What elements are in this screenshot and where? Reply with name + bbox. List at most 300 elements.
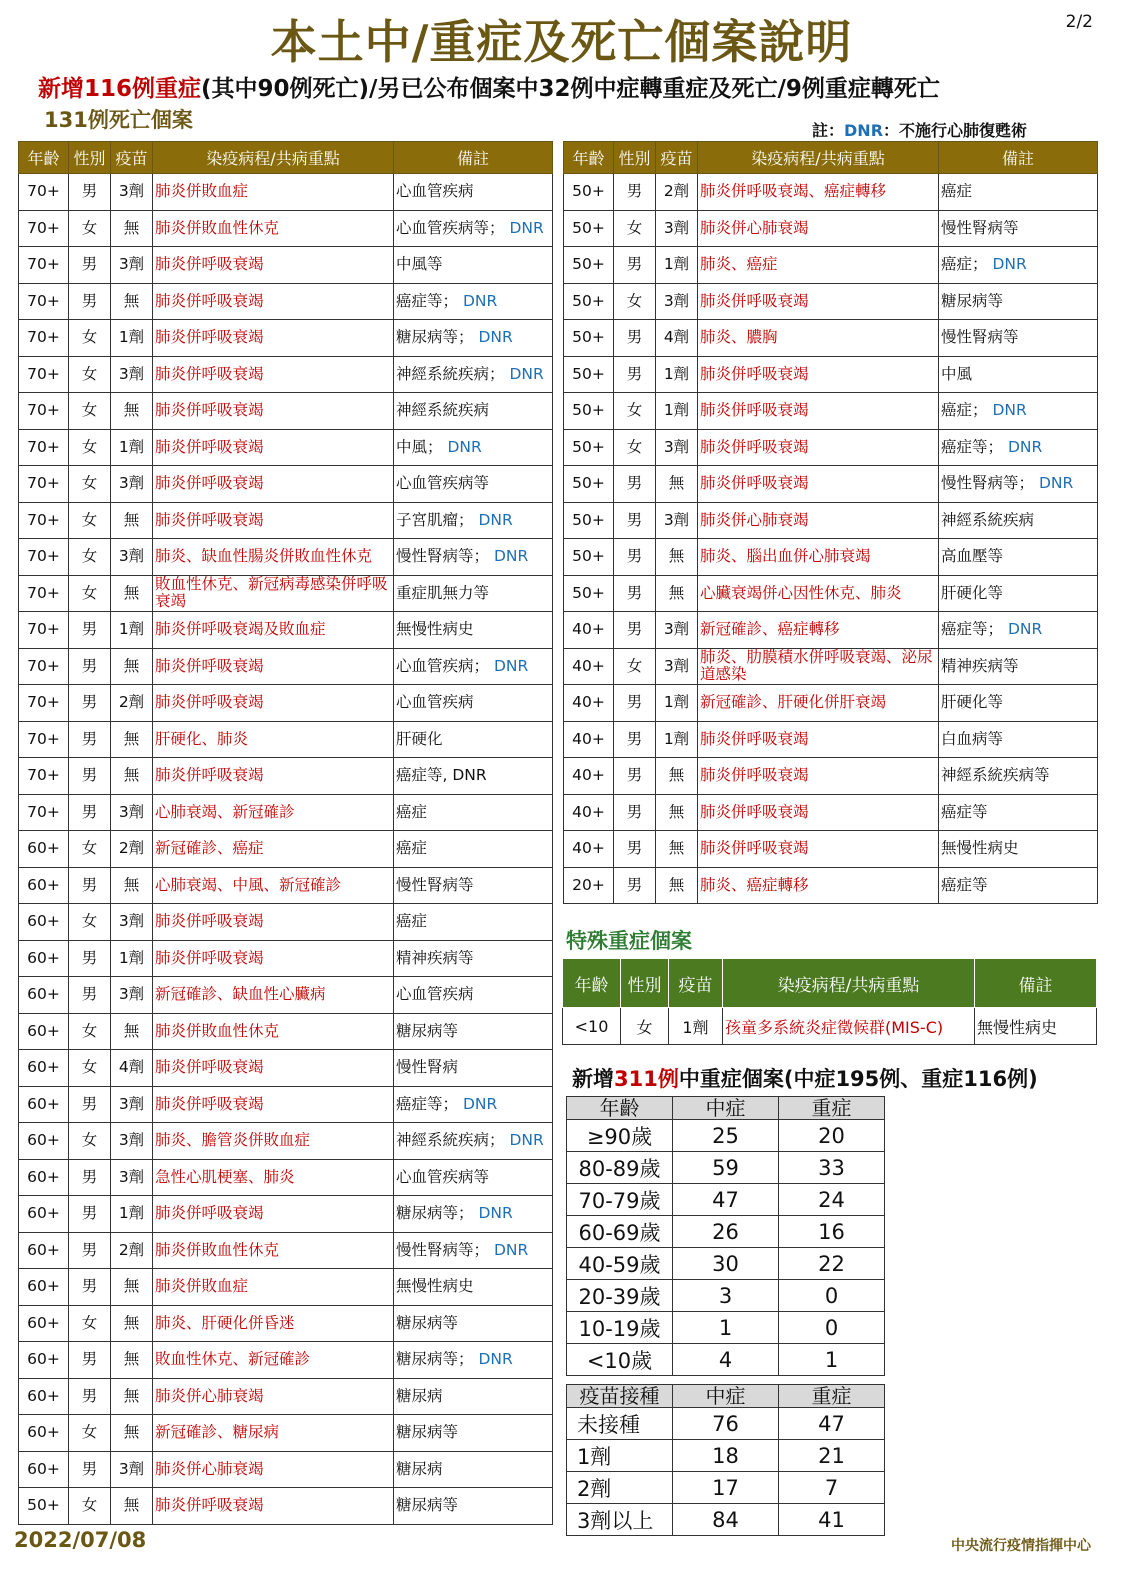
table-row [19,575,553,612]
remark-text: 糖尿病等 [396,1496,459,1515]
cell-remarks [394,1378,553,1415]
cell-course: 肺炎併心肺衰竭 [698,502,939,539]
organization: 中央流行疫情指揮中心 [951,1538,1091,1554]
table-row [19,904,553,941]
cell-sex: 女 [69,539,111,576]
cell-sex: 女 [69,1415,111,1452]
table-row [564,466,1098,503]
remark-text: 中風； [396,437,443,456]
table-row [564,612,1098,649]
cell-sex: 男 [69,977,111,1014]
cell-age: 70+ [19,502,69,539]
cell-course: 肺炎、肋膜積水併呼吸衰竭、泌尿道感染 [698,648,939,685]
cell-course: 肺炎併呼吸衰竭 [698,393,939,430]
cell-sex: 男 [614,721,656,758]
cell-sex: 女 [69,1050,111,1087]
remark-text: 慢性腎病 [396,1058,459,1077]
table-row [19,867,553,904]
table-row [19,1488,553,1525]
cell-remarks [939,648,1098,685]
dnr-badge: DNR [493,656,529,675]
table-row [19,429,553,466]
col-remarks: 備註 [394,142,553,174]
table-row [564,685,1098,722]
cell-sex: 男 [614,612,656,649]
cell-remarks [394,429,553,466]
cell-sex: 女 [69,356,111,393]
table-row [567,1472,885,1504]
dnr-badge: DNR [478,1350,513,1369]
cell-vaccine: 無 [111,1415,153,1452]
stats-title-a: 新增 [572,1067,614,1091]
cell-remarks [394,539,553,576]
cell-age: 40+ [564,685,614,722]
cell-course: 新冠確診、糖尿病 [153,1415,394,1452]
cell-vaccine: 3劑 [111,904,153,941]
stat-label: ≥90歲 [567,1120,673,1152]
remark-text: 神經系統疾病； [396,1131,505,1150]
cell-remarks [394,1488,553,1525]
cell-course: 肺炎、腦出血併心肺衰竭 [698,539,939,576]
table-row [567,1216,885,1248]
table-row [567,1120,885,1152]
cell-remarks [394,356,553,393]
cell-age: 70+ [19,721,69,758]
special-cases-table [562,958,1097,1045]
cell-vaccine: 3劑 [111,794,153,831]
cell-age: 70+ [19,429,69,466]
remark-text: 中風 [941,364,973,383]
remark-text: 重症肌無力等 [396,583,490,602]
cell-age: 70+ [19,758,69,795]
dnr-badge: DNR [1038,474,1074,493]
cell-age: 50+ [564,247,614,284]
cell-vaccine: 3劑 [111,1123,153,1160]
dnr-badge: DNR [509,364,544,383]
cell-age: 40+ [564,831,614,868]
cell-sex: 男 [69,1269,111,1306]
cell-sex: 女 [614,210,656,247]
cell-remarks [394,210,553,247]
cell-sex: 男 [614,758,656,795]
cell-sex: 男 [614,867,656,904]
remark-text: 癌症等； [396,291,459,310]
table-row [567,1248,885,1280]
stat-severe: 41 [779,1504,885,1536]
stat-label: 1劑 [567,1440,673,1472]
remark-text: 癌症等； [396,1094,459,1113]
remark-text: 神經系統疾病 [941,510,1035,529]
cell-sex: 男 [69,685,111,722]
cell-age: 70+ [19,247,69,284]
cell-vaccine: 3劑 [656,612,698,649]
cell-course: 肺炎併呼吸衰竭 [153,283,394,320]
cell-age: 60+ [19,1378,69,1415]
cell-remarks [394,867,553,904]
cell-remarks [394,283,553,320]
remark-text: 癌症等 [941,875,988,894]
stat-label: 3劑以上 [567,1504,673,1536]
stat-label: 10-19歲 [567,1312,673,1344]
table-row [564,393,1098,430]
table-row [564,721,1098,758]
report-date: 2022/07/08 [14,1528,147,1552]
cell-vaccine: 3劑 [111,247,153,284]
cell-age: 20+ [564,867,614,904]
cell-vaccine: 3劑 [111,1086,153,1123]
table-row [19,174,553,211]
cell-course: 肺炎併呼吸衰竭 [698,429,939,466]
note-label: 註： [812,121,845,140]
special-col-sex: 性別 [621,959,669,1008]
cell-vaccine: 4劑 [111,1050,153,1087]
remark-text: 肝硬化等 [941,583,1004,602]
cell-remarks [939,685,1098,722]
cell-sex: 女 [69,429,111,466]
cell-remarks [394,466,553,503]
remark-text: 子宮肌瘤； [396,510,474,529]
remark-text: 神經系統疾病； [396,364,505,383]
stat-severe: 20 [779,1120,885,1152]
col-vaccine: 疫苗 [111,142,153,174]
cell-age: 60+ [19,1269,69,1306]
table-row [19,1196,553,1233]
death-cases-table-right [563,141,1098,904]
table-row [567,1184,885,1216]
table-row [19,283,553,320]
note-text: ：不施行心肺復甦術 [883,121,1028,140]
cell-vaccine: 1劑 [656,247,698,284]
cell-vaccine: 2劑 [111,831,153,868]
cell-vaccine: 3劑 [656,210,698,247]
cell-sex: 男 [614,356,656,393]
remark-text: 癌症等, DNR [396,766,487,785]
cell-vaccine: 1劑 [111,1196,153,1233]
cell-course: 肺炎併呼吸衰竭 [698,283,939,320]
cell-course: 敗血性休克、新冠確診 [153,1342,394,1379]
severe-col: 重症 [779,1097,885,1120]
moderate-col: 中症 [673,1097,779,1120]
stats-title-b: 中重症個案(中症195例、重症116例) [678,1067,1038,1091]
cell-age: <10 [563,1008,621,1045]
table-row [564,648,1098,685]
remark-text: 心血管疾病 [396,985,474,1004]
cell-remarks [939,539,1098,576]
dnr-badge: DNR [509,1131,544,1150]
cell-age: 50+ [564,466,614,503]
cell-vaccine: 3劑 [111,539,153,576]
stat-moderate: 76 [673,1408,779,1440]
stat-severe: 7 [779,1472,885,1504]
cell-vaccine: 3劑 [111,356,153,393]
cell-course: 肺炎、缺血性腸炎併敗血性休克 [153,539,394,576]
cell-course: 肺炎併敗血性休克 [153,1232,394,1269]
table-row [19,539,553,576]
cell-course: 肺炎併呼吸衰竭 [698,831,939,868]
stat-moderate: 4 [673,1344,779,1376]
remark-text: 糖尿病等； [396,1204,474,1223]
cell-course: 肺炎併敗血性休克 [153,1013,394,1050]
stat-severe: 21 [779,1440,885,1472]
cell-course: 肺炎併呼吸衰竭 [153,904,394,941]
dnr-badge: DNR [992,255,1027,274]
cell-vaccine: 無 [111,648,153,685]
cell-course: 肺炎併呼吸衰竭 [153,320,394,357]
cell-age: 40+ [564,721,614,758]
remark-text: 無慢性病史 [396,1277,474,1296]
cell-age: 40+ [564,758,614,795]
table-row [19,1451,553,1488]
remark-text: 心血管疾病 [396,693,474,712]
remark-text: 糖尿病等； [396,1350,474,1369]
table-row [564,502,1098,539]
cell-remarks [394,1342,553,1379]
cell-course: 肺炎併心肺衰竭 [698,210,939,247]
age-col: 年齡 [567,1097,673,1120]
cell-remarks [939,466,1098,503]
cell-vaccine: 1劑 [656,393,698,430]
cell-course: 肺炎併敗血症 [153,1269,394,1306]
table-row [19,247,553,284]
col-age: 年齡 [564,142,614,174]
cell-remarks [394,320,553,357]
cell-remarks [939,612,1098,649]
cell-vaccine: 2劑 [656,174,698,211]
stat-label: 20-39歲 [567,1280,673,1312]
cell-sex: 女 [614,429,656,466]
cell-remarks [939,210,1098,247]
cell-age: 50+ [564,283,614,320]
remark-text: 精神疾病等 [941,656,1019,675]
remark-text: 癌症等 [941,802,988,821]
table-row [19,356,553,393]
death-cases-table-left [18,141,553,1525]
stat-severe: 16 [779,1216,885,1248]
remark-text: 癌症； [941,255,988,274]
cell-age: 60+ [19,1050,69,1087]
dnr-badge: DNR [478,328,513,347]
cell-age: 50+ [564,575,614,612]
remark-text: 慢性腎病等 [941,218,1019,237]
cell-age: 50+ [564,539,614,576]
stat-severe: 47 [779,1408,885,1440]
page-number: 2/2 [1065,12,1093,32]
cell-vaccine: 無 [111,721,153,758]
cell-course: 肺炎併呼吸衰竭 [153,466,394,503]
cell-age: 70+ [19,685,69,722]
cell-remarks [394,940,553,977]
cell-course: 肺炎併敗血症 [153,174,394,211]
cell-age: 70+ [19,356,69,393]
death-count: 131例死亡個案 [44,108,193,132]
table-row [564,174,1098,211]
cell-sex: 男 [69,1159,111,1196]
cell-vaccine: 1劑 [656,721,698,758]
cell-vaccine: 3劑 [656,648,698,685]
cell-sex: 女 [69,1305,111,1342]
remark-text: 慢性腎病等； [396,547,490,566]
cell-remarks [394,612,553,649]
cell-remarks [939,575,1098,612]
cell-sex: 男 [69,794,111,831]
remark-text: 癌症 [941,182,973,201]
cell-vaccine: 2劑 [111,1232,153,1269]
cell-remarks [939,867,1098,904]
remark-text: 癌症 [396,912,428,931]
cell-vaccine: 無 [111,283,153,320]
cell-age: 70+ [19,320,69,357]
table-row [19,1013,553,1050]
remark-text: 糖尿病等 [396,1313,459,1332]
cell-vaccine: 無 [656,758,698,795]
remark-text: 心血管疾病等； [396,218,505,237]
remark-text: 無慢性病史 [941,839,1019,858]
cell-sex: 女 [69,831,111,868]
cell-remarks [939,502,1098,539]
cell-age: 60+ [19,1086,69,1123]
cell-course: 肺炎併呼吸衰竭 [153,502,394,539]
cell-sex: 男 [69,1451,111,1488]
table-row [19,320,553,357]
cell-course: 肺炎併呼吸衰竭及敗血症 [153,612,394,649]
cell-age: 60+ [19,1159,69,1196]
remark-text: 心血管疾病 [396,182,474,201]
table-row [19,1232,553,1269]
table-row [19,1050,553,1087]
stat-severe: 33 [779,1152,885,1184]
cell-remarks [394,648,553,685]
stat-label: 2劑 [567,1472,673,1504]
remark-text: 慢性腎病等 [941,328,1019,347]
cell-sex: 女 [69,320,111,357]
table-row [564,794,1098,831]
cell-course: 肺炎併呼吸衰竭 [698,721,939,758]
cell-age: 60+ [19,1342,69,1379]
cell-course: 新冠確診、肝硬化併肝衰竭 [698,685,939,722]
cell-age: 70+ [19,283,69,320]
table-row [564,758,1098,795]
special-col-course: 染疫病程/共病重點 [723,959,975,1008]
cell-age: 50+ [19,1488,69,1525]
cell-course: 肺炎併呼吸衰竭 [153,1488,394,1525]
cell-vaccine: 1劑 [111,429,153,466]
dnr-badge: DNR [478,1204,513,1223]
cell-course: 心肺衰竭、中風、新冠確診 [153,867,394,904]
cell-sex: 男 [69,283,111,320]
special-col-age: 年齡 [563,959,621,1008]
col-sex: 性別 [69,142,111,174]
stat-moderate: 25 [673,1120,779,1152]
remark-text: 糖尿病等； [396,328,474,347]
remark-text: 糖尿病等 [396,1423,459,1442]
table-row [19,393,553,430]
cell-vaccine: 3劑 [111,466,153,503]
cell-age: 50+ [564,210,614,247]
vaccine-stats-table [566,1384,885,1536]
cell-vaccine: 無 [656,466,698,503]
remark-text: 高血壓等 [941,547,1004,566]
col-course: 染疫病程/共病重點 [698,142,939,174]
cell-vaccine: 無 [656,575,698,612]
vaccine-col: 疫苗接種 [567,1385,673,1408]
cell-sex: 男 [69,758,111,795]
stat-label: <10歲 [567,1344,673,1376]
cell-vaccine: 無 [111,502,153,539]
remark-text: 糖尿病 [396,1459,443,1478]
table-row [564,356,1098,393]
cell-age: 70+ [19,648,69,685]
cell-age: 60+ [19,1123,69,1160]
remark-text: 癌症 [396,802,428,821]
remark-text: 慢性腎病等； [396,1240,490,1259]
cell-remarks [939,429,1098,466]
cell-remarks [939,320,1098,357]
cell-remarks [394,831,553,868]
cell-course: 肺炎併呼吸衰竭 [153,648,394,685]
cell-remarks [939,393,1098,430]
subtitle-highlight: 新增116例重症 [38,76,202,102]
table-row [564,831,1098,868]
cell-sex: 男 [614,466,656,503]
cell-age: 60+ [19,1013,69,1050]
cell-remarks [394,247,553,284]
cell-age: 70+ [19,539,69,576]
cell-vaccine: 3劑 [656,502,698,539]
cell-vaccine: 無 [111,1269,153,1306]
cell-remarks [939,356,1098,393]
cell-course: 新冠確診、癌症轉移 [698,612,939,649]
cell-age: 70+ [19,174,69,211]
cell-vaccine: 無 [111,393,153,430]
cell-course: 肺炎併呼吸衰竭 [153,685,394,722]
col-remarks: 備註 [939,142,1098,174]
cell-remarks [939,721,1098,758]
table-row [19,1305,553,1342]
col-vaccine: 疫苗 [656,142,698,174]
dnr-badge: DNR [1007,620,1043,639]
cell-course: 肺炎併呼吸衰竭 [698,758,939,795]
cell-vaccine: 1劑 [656,685,698,722]
cell-sex: 女 [69,1488,111,1525]
cell-age: 70+ [19,393,69,430]
cell-vaccine: 無 [111,575,153,612]
cell-age: 50+ [564,320,614,357]
cell-vaccine: 無 [656,831,698,868]
note-dnr: DNR [844,121,884,140]
table-row [564,429,1098,466]
cell-vaccine: 無 [111,1342,153,1379]
cell-course: 肺炎、癌症 [698,247,939,284]
cell-age: 70+ [19,466,69,503]
table-row [567,1344,885,1376]
cell-vaccine: 無 [111,1378,153,1415]
subtitle-rest: (其中90例死亡)/另已公布個案中32例中症轉重症及死亡/9例重症轉死亡 [201,76,940,102]
remark-text: 癌症； [941,401,988,420]
table-row [564,575,1098,612]
remark-text: 心血管疾病等 [396,474,490,493]
cell-remarks [939,758,1098,795]
dnr-badge: DNR [493,1240,529,1259]
remark-text: 神經系統疾病等 [941,766,1050,785]
cell-remarks [939,174,1098,211]
cell-course: 肺炎、膽管炎併敗血症 [153,1123,394,1160]
remark-text: 癌症等； [941,620,1004,639]
cell-age: 70+ [19,210,69,247]
cell-age: 60+ [19,977,69,1014]
cell-vaccine: 無 [111,210,153,247]
cell-remarks [394,977,553,1014]
cell-sex: 女 [614,648,656,685]
